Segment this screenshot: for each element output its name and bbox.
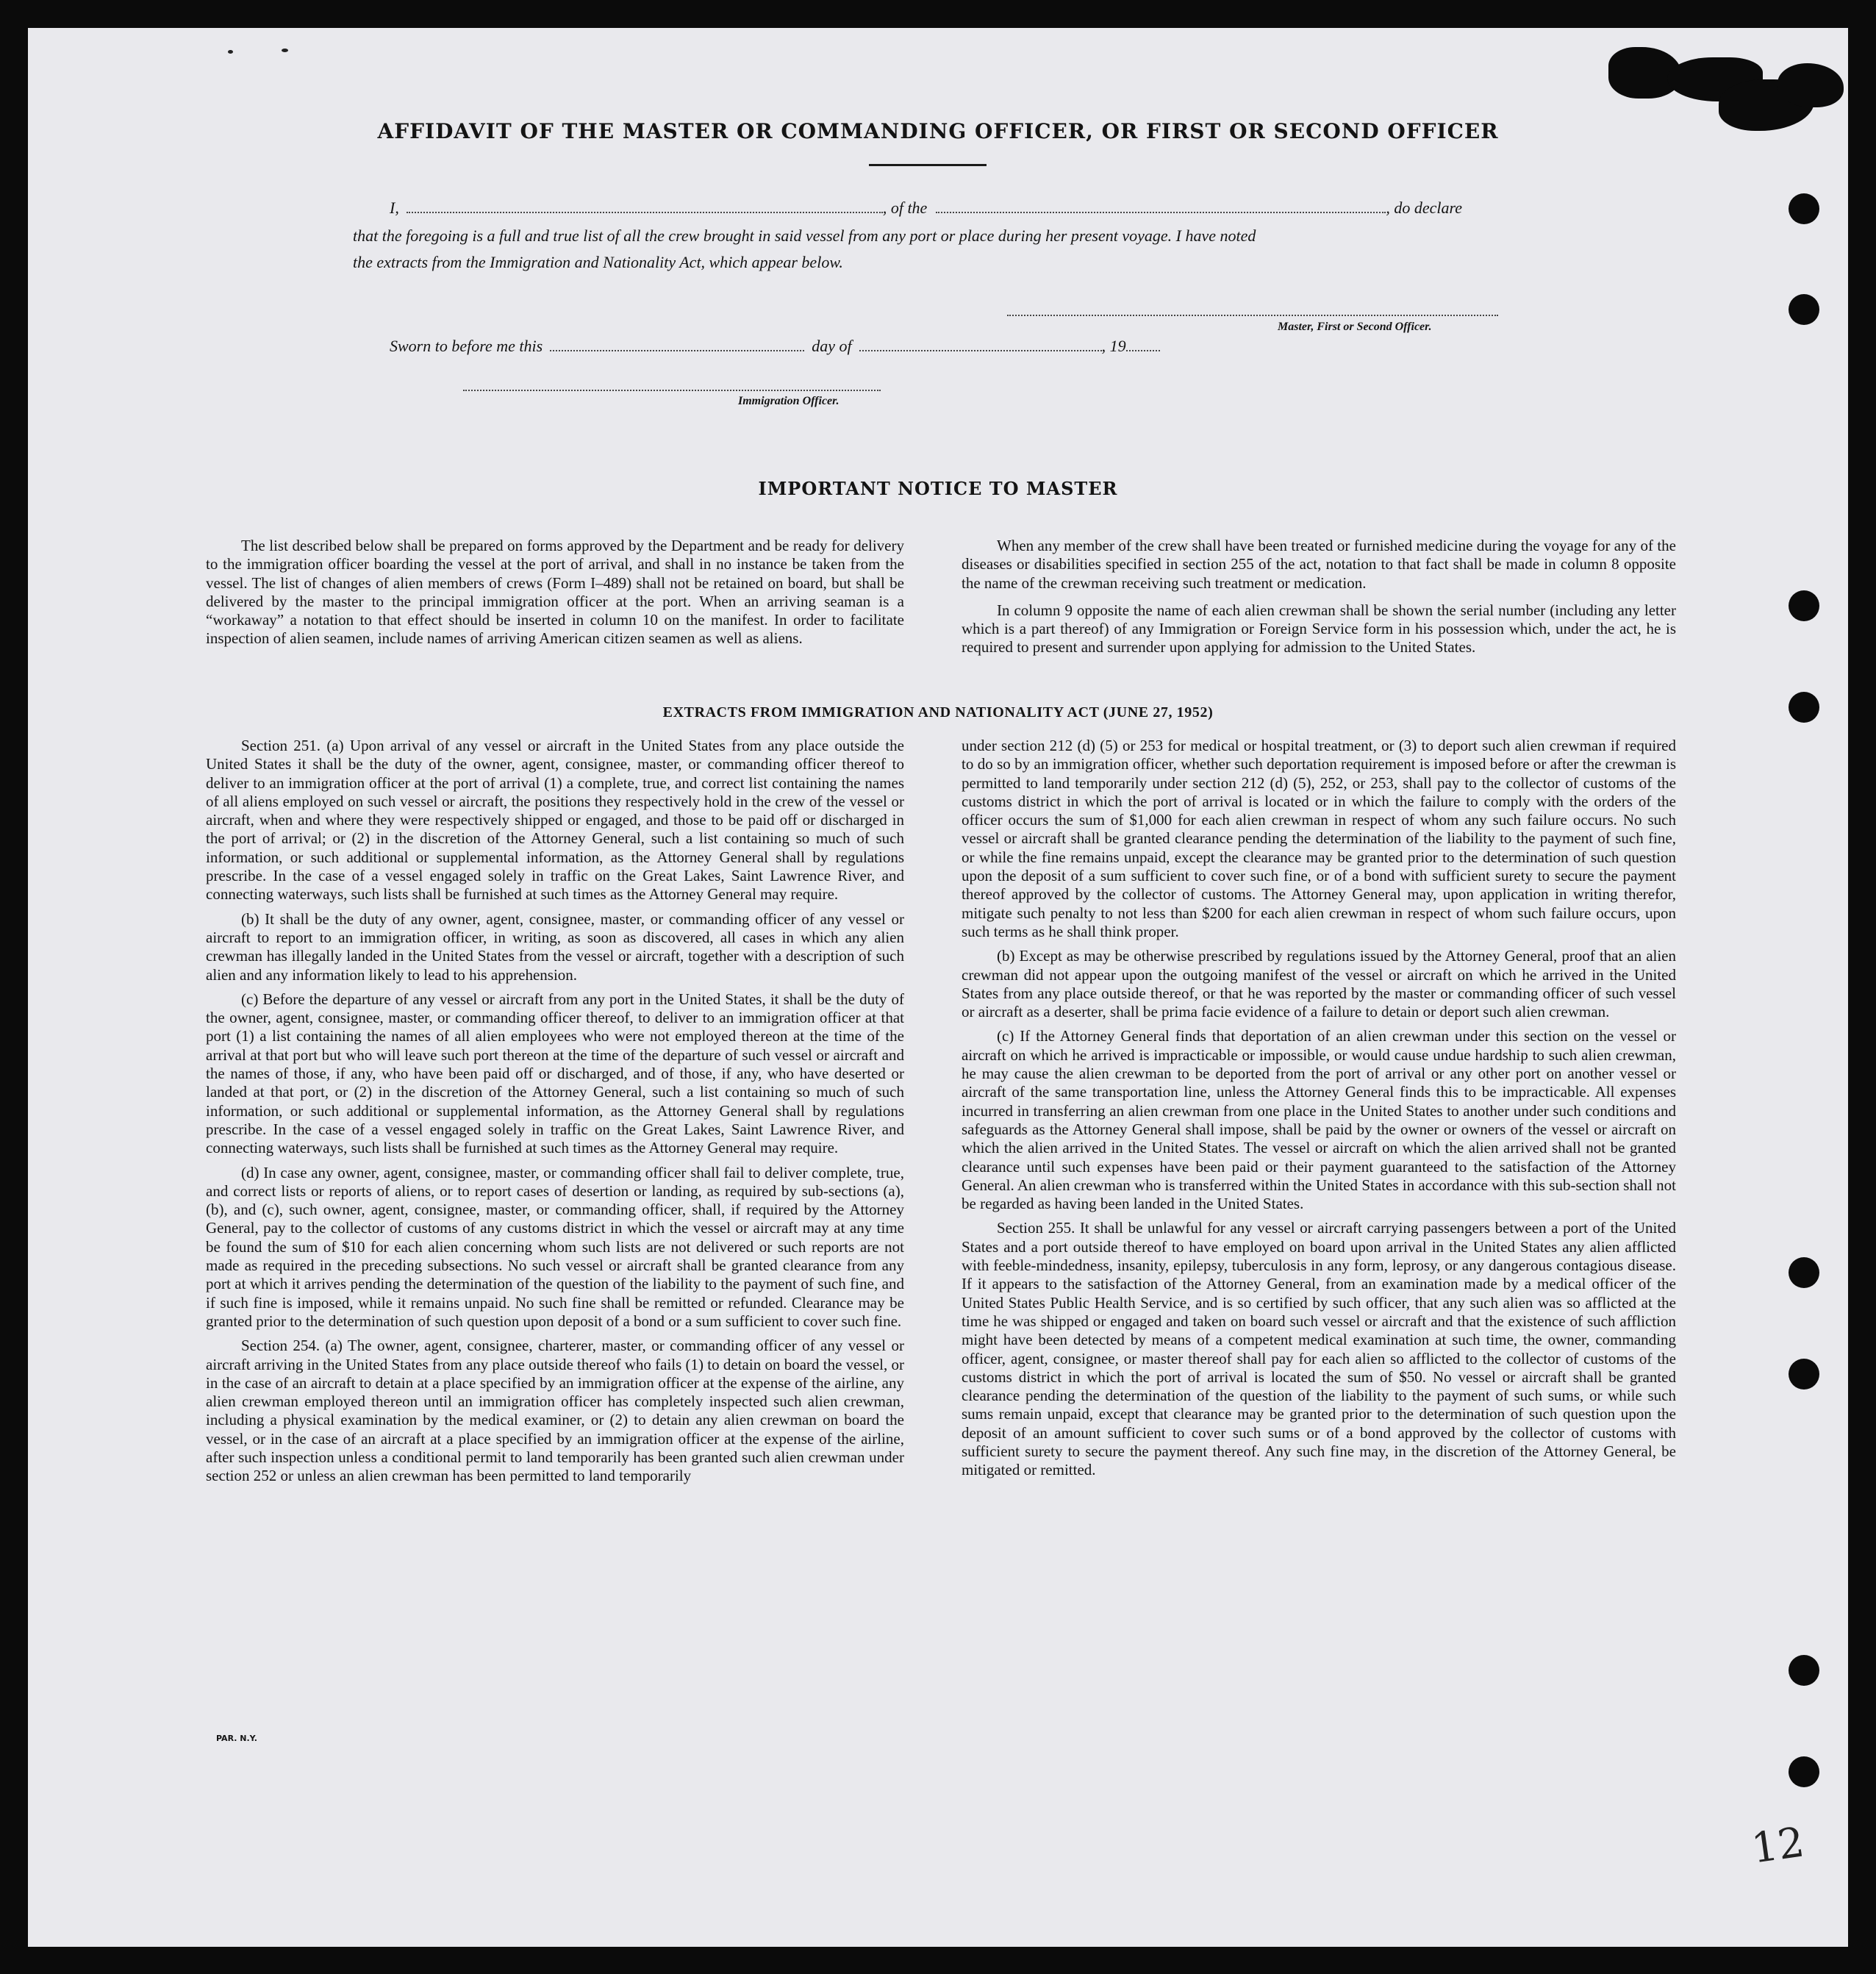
ink-blot bbox=[1777, 63, 1844, 107]
extracts-left-column bbox=[206, 737, 904, 1486]
extract-paragraph: (c) Before the departure of any vessel or aircraft from any port in the United States, it shall be the duty of the owner, agent, consignee, master, or commanding officer thereof, to deliver to an immigration officer at that port (1) a list containing the names of all alien employees who were not employed thereon at the time of the arrival at that port but who will leave such port thereon at the time of the departure of such vessel or aircraft and the names of those, if any, who have been paid off or discharged, and of those, if any, who have deserted or landed at that port, or (2) in the discretion of the Attorney General, such a list containing so much of such information, or such additional or supplemental information, as the Attorney General shall by regulations prescribe. In the case of a vessel engaged solely in traffic on the Great Lakes, Saint Lawrence River, and connecting waterways, such lists shall be furnished at such times as the Attorney General may require. bbox=[206, 990, 904, 1157]
punch-hole bbox=[1789, 1257, 1819, 1288]
speck bbox=[282, 49, 288, 52]
extracts-title: EXTRACTS FROM IMMIGRATION AND NATIONALITY ACT (JUNE 27, 1952) bbox=[662, 704, 1214, 720]
notice-right-column bbox=[962, 537, 1676, 657]
punch-hole bbox=[1789, 294, 1819, 325]
declaration-line-3: the extracts from the Immigration and Nationality Act, which appear below. bbox=[353, 253, 843, 271]
notice-paragraph: The list described below shall be prepared on forms approved by the Department and be ready for delivery to the immigration officer boarding the vessel at the port of arrival, and shall in no instance be taken from the vessel. The list of changes of alien members of crews (Form I–489) shall not be retained on board, but shall be delivered by the master to the principal immigration officer at the port. When an arriving seaman is a “workaway” a notation to that effect should be inserted in column 10 on the manifest. In order to facilitate inspection of alien seamen, include names of arriving American citizen seamen as well as aliens. bbox=[206, 537, 904, 648]
handwritten-mark: 12 bbox=[1748, 1818, 1808, 1873]
extracts-right-column bbox=[962, 737, 1676, 1480]
extract-paragraph: (b) Except as may be otherwise prescribed by regulations issued by the Attorney General, proof that an alien crewman did not appear upon the outgoing manifest of the vessel or aircraft on which he arrived in the United States from any place outside thereof, or that he was reported by the master or commanding officer of such vessel or aircraft as a deserter, shall be prima facie evidence of a failure to detain or deport such alien crewman. bbox=[962, 947, 1676, 1021]
extract-paragraph: (c) If the Attorney General finds that deportation of an alien crewman under this section on the vessel or aircraft on which he arrived is impracticable or impossible, or would cause undue hardship to such alien crewman, he may cause the alien crewman to be deported from the port of arrival or any other port on another vessel or aircraft of the same transportation line, unless the Attorney General finds this to be impracticable. All expenses incurred in transferring an alien crewman from one place in the United States to another under such conditions and safeguards as the Attorney General shall impose, shall be paid by the owner or owners of the vessel or aircraft on which the alien arrived in the United States. The vessel or aircraft on which the alien arrived shall not be granted clearance until such expenses have been paid or their payment guaranteed to the satisfaction of the Attorney General. An alien crewman who is transferred within the United States in accordance with this sub-section shall not be regarded as having been landed in the United States. bbox=[962, 1027, 1676, 1213]
extract-paragraph: (b) It shall be the duty of any owner, agent, consignee, master, or commanding officer of any vessel or aircraft to report to an immigration officer, in writing, as soon as discovered, all cases in which any alien crewman has illegally landed in the United States from the vessel or aircraft, together with a description of such alien and any information likely to lead to his apprehension. bbox=[206, 909, 904, 984]
document-page bbox=[28, 28, 1848, 1947]
speck bbox=[228, 50, 233, 54]
sworn-day-field[interactable] bbox=[550, 348, 804, 351]
affidavit-title: AFFIDAVIT OF THE MASTER OR COMMANDING OFFICER, OR FIRST OR SECOND OFFICER bbox=[377, 119, 1499, 143]
declare-of-the: , of the bbox=[882, 199, 928, 217]
year-prefix: , 19 bbox=[1101, 337, 1126, 355]
punch-hole bbox=[1789, 1359, 1819, 1390]
notice-left-column bbox=[206, 537, 904, 648]
master-caption: Master, First or Second Officer. bbox=[1278, 321, 1432, 333]
name-field[interactable] bbox=[407, 210, 883, 213]
extract-paragraph: under section 212 (d) (5) or 253 for medical or hospital treatment, or (3) to deport such alien crewman if required to do so by an immigration officer, whether such deportation requirement is imposed before or after the crewman is permitted to land temporarily under section 212 (d) (5), 252, or 253, shall pay to the collector of customs of the customs district in which the port of arrival is located or in which the failure to comply with the orders of the officer occurs the sum of $1,000 for each alien crewman in respect of whom any such failure occurs. No such vessel or aircraft shall be granted clearance pending the determination of the liability to the payment of such fine, or while the fine remains unpaid, except the clearance may be granted prior to the determination of such question upon the deposit of a sum sufficient to cover such fine, or of a bond with sufficient surety to secure the payment thereof approved by the collector of customs. The Attorney General may, upon application in writing therefor, mitigate such penalty to not less than $200 for each alien crewman in respect of whom such failure occurs, upon such terms as he shall think proper. bbox=[962, 737, 1676, 940]
extract-paragraph: Section 255. It shall be unlawful for any vessel or aircraft carrying passengers between a port of the United States and a port outside thereof to have employed on board upon arrival in the United States any alien afflicted with feeble-mindedness, insanity, epilepsy, tuberculosis in any form, leprosy, or any dangerous contagious disease. If it appears to the satisfaction of the Attorney General, from an examination made by a medical officer of the United States Public Health Service, and is so certified by such officer, that any such alien was so afflicted at the time he was shipped or engaged and taken on board such vessel or aircraft and that the existence of such affliction might have been detected by means of a competent medical examination at such time, the owner, commanding officer, agent, consignee, or master thereof shall pay for each alien so afflicted to the collector of customs of the customs district in which the port of arrival is located the sum of $50. No vessel or aircraft shall be granted clearance pending the determination of the question of the liability to the payment of such sums, or while such sums remain unpaid, except that clearance may be granted prior to the determination of such question upon the deposit of an amount sufficient to cover such sums or of a bond approved by the collector of customs with sufficient surety to secure the payment thereof. Any such fine may, in the discretion of the Attorney General, be mitigated or remitted. bbox=[962, 1219, 1676, 1479]
declaration-line-2: that the foregoing is a full and true list of all the crew brought in said vessel from any port or place during her present voyage. I have noted bbox=[353, 226, 1256, 245]
notice-title: IMPORTANT NOTICE TO MASTER bbox=[758, 478, 1118, 499]
notice-paragraph: In column 9 opposite the name of each alien crewman shall be shown the serial number (including any letter which is a part thereof) of any Immigration or Foreign Service form in his possession which, under the act, he is required to present and surrender upon applying for admission to the United States. bbox=[962, 601, 1676, 657]
extract-paragraph: Section 251. (a) Upon arrival of any vessel or aircraft in the United States from any place outside the United States it shall be the duty of the owner, agent, consignee, master, or commanding officer thereof to deliver to an immigration officer at the port of arrival (1) a complete, true, and correct list containing the names of all aliens employed on such vessel or aircraft, the positions they respectively hold in the crew of the vessel or aircraft, when and where they were respectively shipped or engaged, and those to be paid off or discharged in the port of arrival; or (2) in the discretion of the Attorney General, such a list containing so much of such information, or such additional or supplemental information, as the Attorney General shall by regulations prescribe. In the case of a vessel engaged solely in traffic on the Great Lakes, Saint Lawrence River, and connecting waterways, such lists shall be furnished at such times as the Attorney General may require. bbox=[206, 737, 904, 904]
title-rule bbox=[869, 164, 987, 166]
punch-hole bbox=[1789, 193, 1819, 224]
sworn-month-field[interactable] bbox=[859, 348, 1102, 351]
sworn-line bbox=[390, 337, 1272, 356]
extract-paragraph: Section 254. (a) The owner, agent, consignee, charterer, master, or commanding officer of any vessel or aircraft arriving in the United States from any place outside thereof who fails (1) to detain on board the vessel, or in the case of an aircraft to detain at a place specified by an immigration officer at the expense of the airline, any alien crewman employed thereon until an immigration officer has completely inspected such alien crewman, including a physical examination by the medical examiner, or (2) to detain any alien crewman on board the vessel, or in the case of an aircraft at a place specified by an immigration officer at the expense of the airline, after such inspection unless a conditional permit to land temporarily has been granted such alien crewman under section 252 or unless an alien crewman has been permitted to land temporarily bbox=[206, 1337, 904, 1485]
declaration-line-1 bbox=[390, 199, 1536, 218]
master-signature-field[interactable] bbox=[1007, 315, 1498, 316]
punch-hole bbox=[1789, 1655, 1819, 1686]
officer-caption: Immigration Officer. bbox=[738, 395, 839, 407]
declare-do-declare: , do declare bbox=[1386, 199, 1462, 217]
extract-paragraph: (d) In case any owner, agent, consignee, master, or commanding officer shall fail to deliver complete, true, and correct lists or reports of aliens, or to report cases of desertion or landing, as required by sub-sections (a), (b), and (c), such owner, agent, consignee, master, or commanding officer, shall, if required by the Attorney General, pay to the collector of customs of any customs district in which the vessel or aircraft may at any time be found the sum of $10 for each alien concerning whom such lists are not delivered or such reports are not made as required in the preceding subsections. No such vessel or aircraft shall be granted clearance from any port at which it arrives pending the determination of the question of the liability to the payment of such fine, and if such fine is imposed, while it remains unpaid. No such fine shall be remitted or refunded. Clearance may be granted prior to the determination of such question upon deposit of a bond or a sum sufficient to cover such fine. bbox=[206, 1163, 904, 1330]
notice-paragraph: When any member of the crew shall have been treated or furnished medicine during the voyage for any of the diseases or disabilities specified in section 255 of the act, notation to that fact shall be made in column 8 opposite the name of the crewman receiving such treatment or medication. bbox=[962, 537, 1676, 592]
sworn-year-field[interactable] bbox=[1126, 348, 1160, 351]
vessel-field[interactable] bbox=[936, 210, 1386, 213]
punch-hole bbox=[1789, 1756, 1819, 1787]
day-of-text: day of bbox=[812, 337, 852, 355]
officer-signature-field[interactable] bbox=[463, 390, 881, 391]
punch-hole bbox=[1789, 590, 1819, 621]
declare-i: I, bbox=[390, 199, 399, 217]
sworn-text: Sworn to before me this bbox=[390, 337, 543, 355]
printer-mark: PAR. N.Y. bbox=[216, 1734, 257, 1743]
